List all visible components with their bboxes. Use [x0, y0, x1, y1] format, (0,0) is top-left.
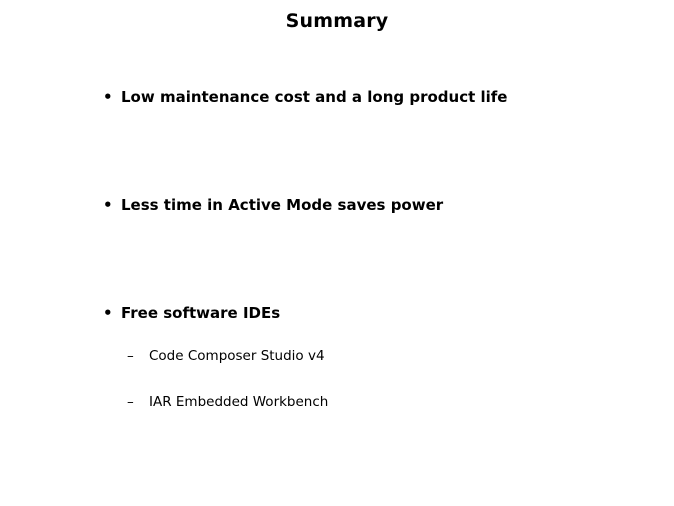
dash-bullet-icon: – [127, 394, 134, 411]
list-item [127, 394, 640, 410]
list-item-label: Low maintenance cost and a long product life [121, 88, 508, 106]
list-item [100, 304, 640, 410]
list-item-label: Code Composer Studio v4 [149, 348, 325, 364]
bullet-icon: • [103, 304, 113, 322]
dash-bullet-icon: – [127, 348, 134, 364]
list-item [127, 348, 640, 364]
bullet-icon: • [103, 196, 113, 214]
bullet-icon: • [103, 88, 113, 106]
summary-bullet-list [100, 88, 640, 410]
list-item-label: Less time in Active Mode saves power [121, 196, 444, 214]
list-item-label: Free software IDEs [121, 304, 281, 322]
sub-bullet-list [121, 348, 640, 410]
list-item [100, 88, 640, 106]
list-item-label: IAR Embedded Workbench [149, 394, 329, 411]
page-title: Summary [285, 10, 389, 32]
list-item [100, 196, 640, 214]
